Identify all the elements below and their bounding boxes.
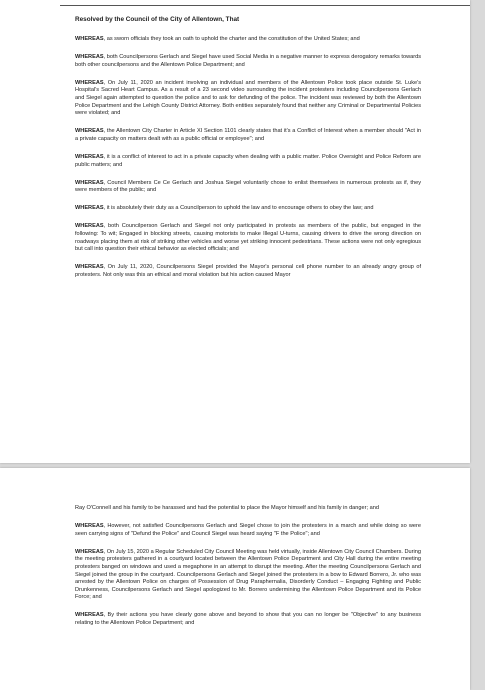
whereas-paragraph xyxy=(75,128,421,143)
paragraph-text: , the Allentown City Charter in Article XI Section 1101 clearly states that it's a Conflict of Interest when a member should "Act in a private capacity on matters dealt with as a public official or employee"; and xyxy=(75,128,421,142)
whereas-keyword: WHEREAS xyxy=(75,54,104,61)
whereas-paragraph xyxy=(75,523,421,538)
whereas-paragraph xyxy=(75,264,421,279)
page-1-body xyxy=(75,16,421,290)
whereas-paragraph xyxy=(75,180,421,195)
whereas-keyword: WHEREAS xyxy=(75,205,104,212)
whereas-paragraph xyxy=(75,36,421,44)
paragraph-text: , both Councilpersons Gerlach and Siegel have used Social Media in a negative manner to express derogatory remarks towards both other councilpersons and the Allentown Police Department; and xyxy=(75,54,421,68)
header-rule xyxy=(60,5,470,6)
whereas-paragraph xyxy=(75,549,421,602)
whereas-paragraph xyxy=(75,80,421,118)
whereas-paragraph xyxy=(75,205,421,213)
resolution-heading: Resolved by the Council of the City of Allentown, That xyxy=(75,16,240,23)
whereas-keyword: WHEREAS xyxy=(75,179,104,186)
paragraph-text: , By their actions you have clearly gone above and beyond to show that you can no longer be "Objective" to any business relating to the Allentown Police Department; and xyxy=(75,612,421,627)
whereas-keyword: WHEREAS xyxy=(75,523,104,530)
whereas-keyword: WHEREAS xyxy=(75,223,104,230)
paragraph-text: , it is a conflict of interest to act in a private capacity when dealing with a public matter. Police Oversight and Police Reform are public matters; and xyxy=(75,153,421,168)
whereas-keyword: WHEREAS xyxy=(75,548,104,555)
whereas-paragraph xyxy=(75,223,421,253)
paragraph-text: , However, not satisfied Councilpersons Gerlach and Siegel chose to join the protesters in a march and while doing so were seen carrying signs of "Defund the Police" and Council Siegel was heard saying "F the Police"; and xyxy=(75,523,421,537)
paragraph-text: , as sworn officials they took an oath to uphold the charter and the constitution of the United States; and xyxy=(103,36,360,42)
whereas-paragraph xyxy=(75,612,421,627)
paragraph-text: , On July 15, 2020 a Regular Scheduled City Council Meeting was held virtually, inside Allentown City Council Chambers. During the meeting protesters gathered in a courtyard located between the Allentown Police Department and City Hall during the entire meeting protesters banged on windows and used a megaphone in an attempt to disrupt the meeting. After the meeting Councilpersons Gerlach and Siegel joined the group in the courtyard. Councilpersons Gerlach and Siegel joined the protesters in a bow to Edward Borrero, Jr. who was arrested by the Allentown Police on charges of Possession of Drug Paraphernalia, Disorderly Conduct – Engaging Fighting and Public Drunkenness, Councilpersons Gerlach and Siegel apologized to Mr. Borrero undermining the Allentown Police Department and its Police Force; and xyxy=(75,548,421,601)
whereas-keyword: WHEREAS xyxy=(75,264,104,271)
whereas-keyword: WHEREAS xyxy=(75,79,104,86)
whereas-keyword: WHEREAS xyxy=(75,128,104,135)
whereas-keyword: WHEREAS xyxy=(75,36,104,42)
paragraph-text: , Council Members Ce Ce Gerlach and Joshua Siegel voluntarily chose to enlist themselves in numerous protests as if, they were members of the public; and xyxy=(75,179,421,194)
whereas-paragraph xyxy=(75,154,421,169)
continuation-paragraph xyxy=(75,505,421,513)
paragraph-text: , both Councilperson Gerlach and Siegel not only participated in protests as members of the public, but engaged in the following: To wit; Engaged in blocking streets, causing motorists to make Illegal U-turns, causing drivers to drive the wrong direction on roadways placing them at risk of striking other vehicles and worse yet striking innocent pedestrians. These actions were not only egregious but call into question their ethical behavior as elected officials; and xyxy=(75,223,421,253)
paragraph-text: , On July 11, 2020, Councilpersons Siegel provided the Mayor's personal cell phone number to an already angry group of protesters. Not only was this an ethical and moral violation but his action caused Mayor xyxy=(75,264,421,278)
whereas-paragraph xyxy=(75,54,421,69)
whereas-keyword: WHEREAS xyxy=(75,153,104,160)
document-page-2 xyxy=(0,468,470,690)
whereas-keyword: WHEREAS xyxy=(75,612,104,619)
page-2-body xyxy=(75,505,421,638)
paragraph-text: , On July 11, 2020 an incident involving an individual and members of the Allentown Police took place outside St. Luke's Hospital's Sacred Heart Campus. As a result of a 23 second video surrounding the incident protesters including Councilpersons Gerlach and Siegel again attempted to question the police and to ask for defunding of the police. The incident was reviewed by both the Allentown Police Department and the Lehigh County District Attorney. Both entities separately found that neither any Criminal or Departmental Policies were violated; and xyxy=(75,79,421,117)
paragraph-text: Ray O'Connell and his family to be harassed and had the potential to place the Mayor himself and his family in danger; and xyxy=(75,505,379,511)
paragraph-text: , it is absolutely their duty as a Councilperson to uphold the law and to encourage others to obey the law; and xyxy=(103,205,374,212)
